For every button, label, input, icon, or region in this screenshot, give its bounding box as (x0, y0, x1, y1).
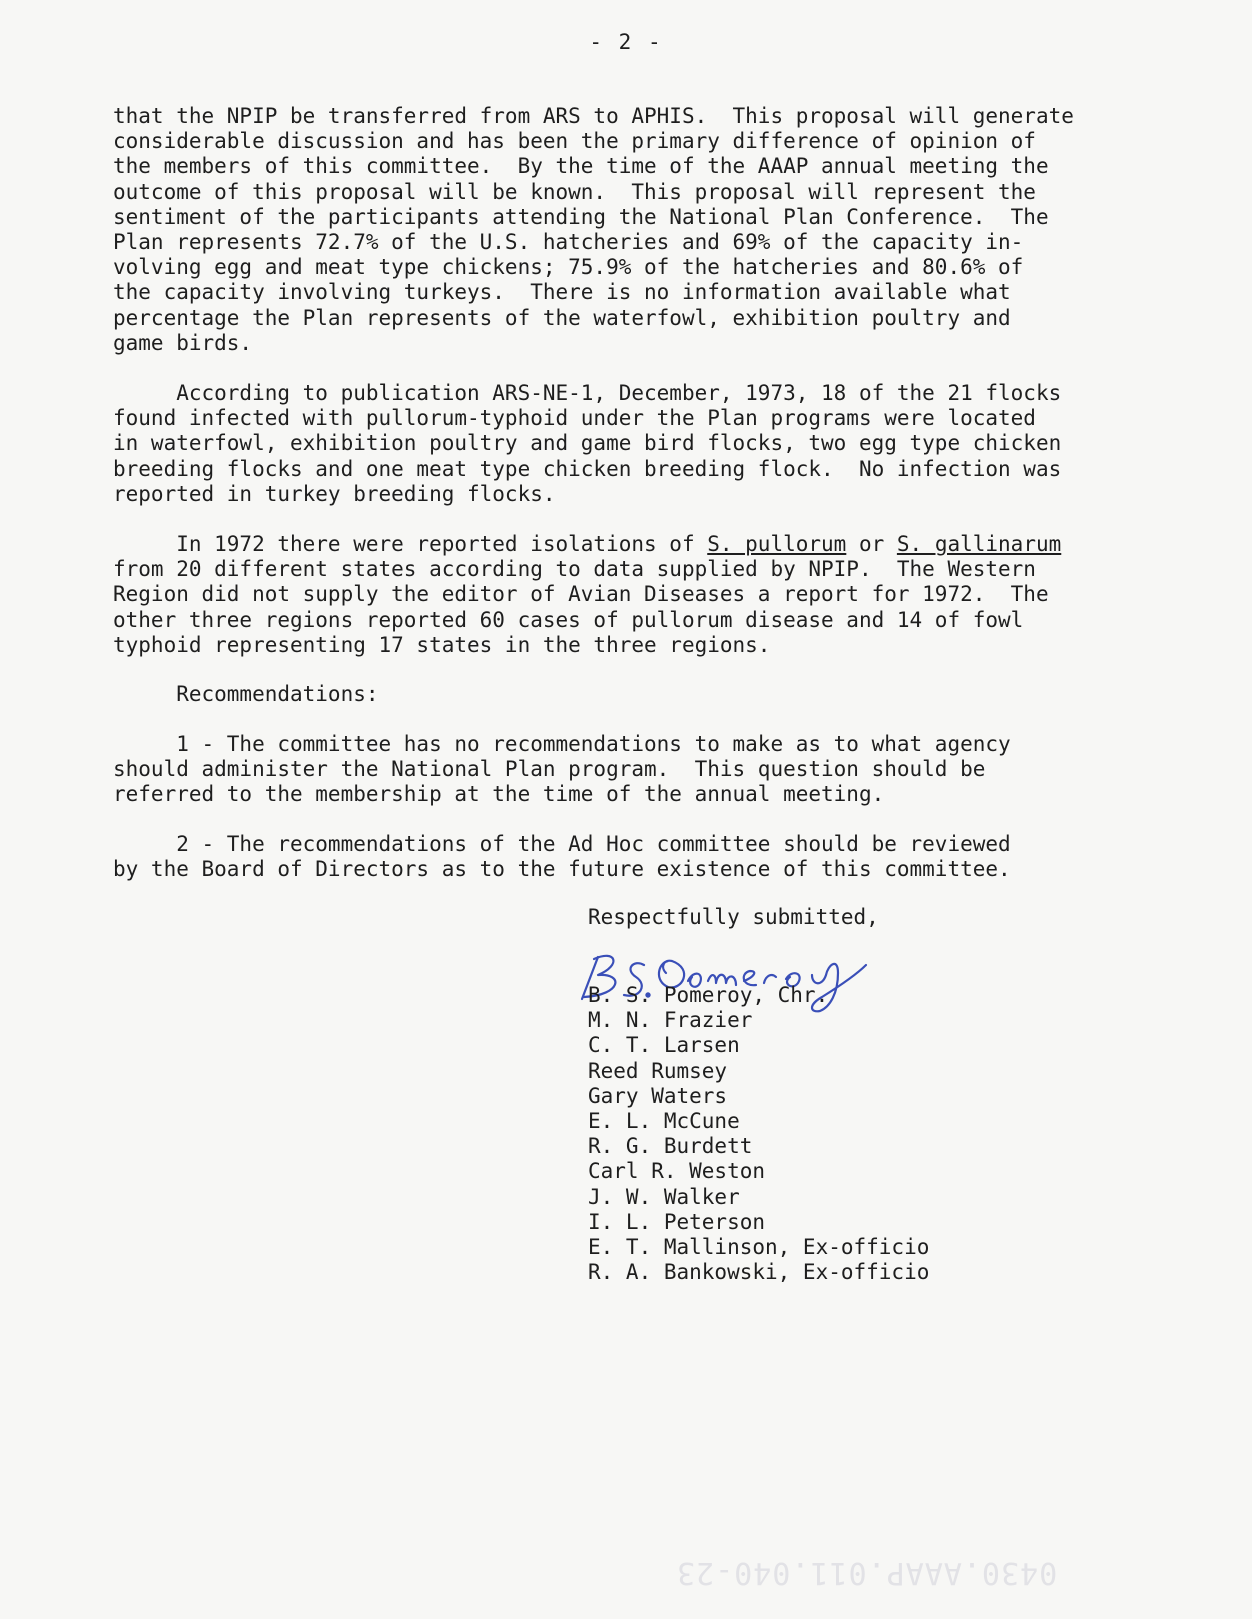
paragraph-isolations-1972 (113, 532, 1153, 658)
species-pullorum: S. pullorum (707, 532, 847, 556)
paragraph-publication-ars: According to publication ARS-NE-1, December, 1973, 18 of the 21 flocks found infected with pullorum-typhoid under the Plan programs were located in waterfowl, exhibition poultry and game bird flocks, two egg type chicken breeding flocks and one meat type chicken breeding flock. No infection was reported in turkey breeding flocks. (113, 381, 1062, 506)
isolations-text-or: or (846, 532, 897, 556)
species-gallinarum: S. gallinarum (896, 532, 1062, 556)
page-number: - 2 - (589, 30, 663, 54)
committee-member: R. G. Burdett (588, 1134, 753, 1159)
committee-member: Reed Rumsey (588, 1058, 728, 1083)
isolations-text-start: In 1972 there were reported isolations of (113, 532, 708, 556)
committee-member: Carl R. Weston (588, 1159, 766, 1184)
committee-member: M. N. Frazier (588, 1008, 753, 1033)
committee-member: E. T. Mallinson, Ex-officio (588, 1235, 930, 1260)
committee-member: I. L. Peterson (588, 1209, 766, 1234)
recommendations-heading: Recommendations: (113, 682, 379, 706)
closing-respectfully-submitted: Respectfully submitted, (588, 905, 879, 929)
committee-member: Gary Waters (588, 1083, 728, 1108)
paragraph-npip-transfer: that the NPIP be transferred from ARS to APHIS. This proposal will generate considerable discussion and has been the primary difference of opinion of the members of this committee. By the time of the AAAP annual meeting the outcome of this proposal will be known. This proposal will represent the sentiment of the participants attending the National Plan Conference. The Plan represents 72.7% of the U.S. hatcheries and 69% of the capacity in- volving egg and meat type chickens; 75.9% of the hatcheries and 80.6% of the capacity involving turkeys. There is no information available what percentage the Plan represents of the waterfowl, exhibition poultry and game birds. (113, 104, 1074, 355)
recommendation-2: 2 - The recommendations of the Ad Hoc committee should be reviewed by the Board of Directors as to the future existence of this committee. (113, 832, 1011, 882)
recommendation-1: 1 - The committee has no recommendations to make as to what agency should administer the National Plan program. This question should be referred to the membership at the time of the annual meeting. (113, 732, 1011, 807)
archive-stamp: 0430.AAAP.011.040-23 (676, 1555, 1058, 1590)
committee-member: J. W. Walker (588, 1184, 740, 1209)
committee-member: C. T. Larsen (588, 1033, 740, 1058)
isolations-text-end: from 20 different states according to data supplied by NPIP. The Western Region did not supply the editor of Avian Diseases a report for 1972. The other three regions reported 60 cases of pullorum disease and 14 of fowl typhoid representing 17 states in the three regions. (113, 557, 1049, 657)
committee-member-list (588, 983, 929, 1285)
committee-member: B. S. Pomeroy, Chr. (588, 983, 829, 1007)
committee-member: R. A. Bankowski, Ex-officio (588, 1260, 930, 1285)
committee-member: E. L. McCune (588, 1109, 740, 1134)
